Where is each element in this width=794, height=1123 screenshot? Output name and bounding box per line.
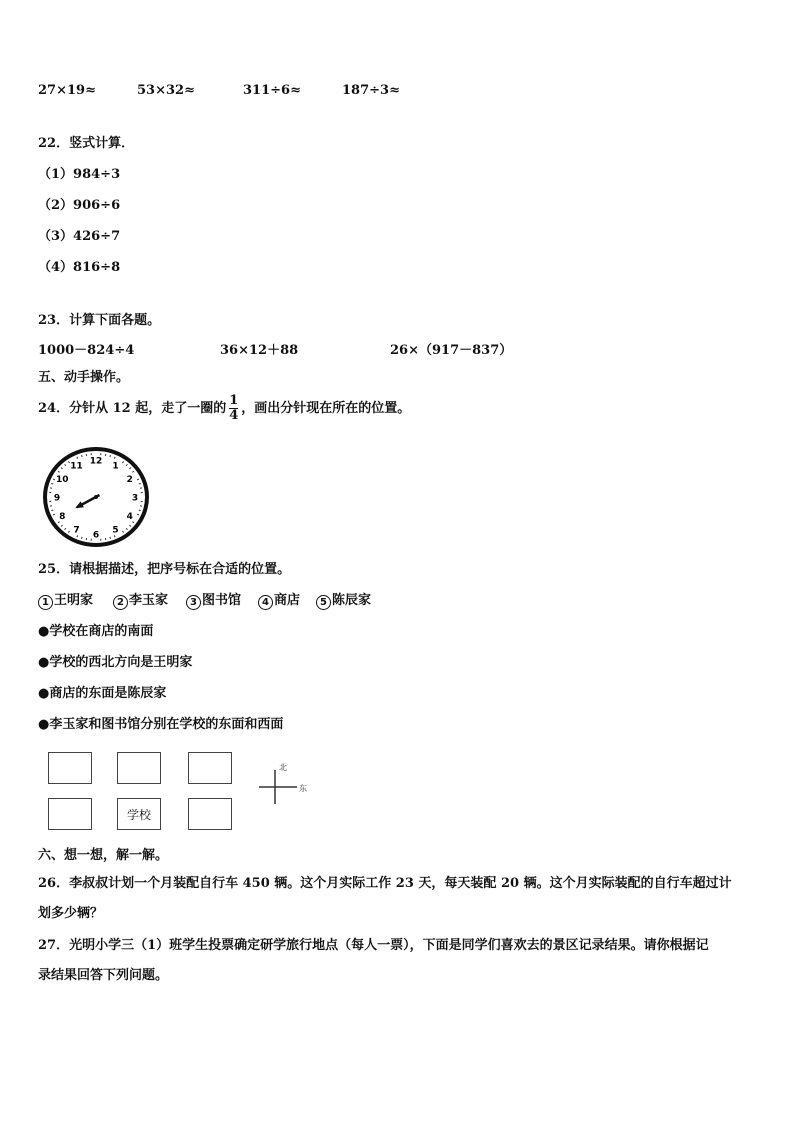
clock-face: [40, 445, 152, 549]
compass-east-label: 东: [299, 784, 307, 793]
option-4-badge: 4: [258, 595, 273, 610]
q23-item-2: 36×12＋88: [220, 343, 299, 358]
q25-clue-3: ●商店的东面是陈辰家: [38, 686, 167, 701]
option-5-label: 陈辰家: [332, 593, 372, 608]
clock-number-7: 7: [73, 525, 80, 536]
estimate-2: 53×32≈: [137, 83, 195, 98]
estimate-1: 27×19≈: [38, 83, 96, 98]
school-box: [117, 798, 161, 830]
option-shop: [258, 593, 300, 610]
q25-clue-2: ●学校的西北方向是王明家: [38, 655, 193, 670]
fraction-numerator: 1: [229, 393, 239, 408]
compass-icon: [255, 760, 315, 806]
option-5-badge: 5: [316, 595, 331, 610]
q27-line-1: 27．光明小学三（1）班学生投票确定研学旅行地点（每人一票），下面是同学们喜欢去的景区记录结果。请你根据记: [38, 938, 709, 953]
clock-number-6: 6: [92, 530, 100, 541]
clock-number-3: 3: [131, 493, 139, 504]
clock-tick: [110, 455, 111, 457]
q26-line-2: 划多少辆？: [38, 906, 104, 921]
clock-tick: [139, 510, 141, 511]
option-chenchen-home: [316, 593, 371, 610]
blank-box-bottom-left[interactable]: [48, 798, 92, 830]
q27-line-2: 录结果回答下列问题。: [38, 968, 169, 983]
clock-number-8: 8: [59, 512, 66, 522]
section-5-heading: 五、动手操作。: [38, 370, 130, 385]
clock-tick: [81, 537, 82, 539]
option-2-badge: 2: [113, 595, 128, 610]
option-2-label: 李玉家: [129, 593, 169, 608]
blank-box-top-left[interactable]: [48, 752, 92, 784]
fraction: [229, 394, 238, 423]
q22-item-1: （1）984÷3: [38, 167, 121, 182]
q24-suffix: ，画出分针现在所在的位置。: [241, 401, 411, 416]
q25-clue-1: ●学校在商店的南面: [38, 624, 154, 639]
clock-tick: [51, 510, 53, 511]
clock-number-12: 12: [89, 456, 103, 467]
q25-title: 25．请根据描述，把序号标在合适的位置。: [38, 562, 291, 577]
option-3-label: 图书馆: [202, 593, 242, 608]
school-label: 学校: [126, 807, 151, 822]
clock-tick: [51, 483, 53, 484]
option-library: [186, 593, 241, 610]
clock-tick: [110, 537, 111, 539]
compass-north-label: 北: [279, 763, 287, 772]
option-4-label: 商店: [274, 593, 301, 608]
q22-item-4: （4）816÷8: [38, 260, 121, 275]
clock-number-10: 10: [55, 475, 69, 485]
blank-box-top-middle[interactable]: [117, 752, 161, 784]
q24-prefix: 24．分针从 12 起，走了一圈的: [38, 401, 227, 416]
option-1-badge: 1: [38, 595, 53, 610]
clock-number-4: 4: [126, 512, 133, 522]
estimate-3: 311÷6≈: [243, 83, 301, 98]
option-liyu-home: [113, 593, 168, 610]
q23-title: 23．计算下面各题。: [38, 313, 161, 328]
q22-item-3: （3）426÷7: [38, 229, 121, 244]
option-3-badge: 3: [186, 595, 201, 610]
q22-item-2: （2）906÷6: [38, 198, 121, 213]
clock-number-2: 2: [126, 475, 133, 485]
q23-item-3: 26×（917－837）: [390, 343, 513, 358]
q23-item-1: 1000－824÷4: [38, 343, 135, 358]
fraction-denominator: 4: [229, 408, 239, 423]
q22-title: 22．竖式计算．: [38, 136, 135, 151]
clock-number-5: 5: [112, 525, 119, 536]
option-1-label: 王明家: [54, 593, 94, 608]
clock-number-11: 11: [70, 461, 83, 472]
clock-number-9: 9: [53, 493, 61, 504]
estimate-4: 187÷3≈: [342, 83, 400, 98]
clock-tick: [81, 455, 82, 457]
clock-center: [94, 495, 98, 499]
section-6-heading: 六、想一想，解一解。: [38, 848, 169, 863]
q25-clue-4: ●李玉家和图书馆分别在学校的东面和西面: [38, 717, 284, 732]
q24-question: [38, 394, 410, 424]
q26-line-1: 26．李叔叔计划一个月装配自行车 450 辆。这个月实际工作 23 天，每天装配 20 辆。这个月实际装配的自行车超过计: [38, 876, 732, 891]
blank-box-bottom-right[interactable]: [188, 798, 232, 830]
option-wangming-home: [38, 593, 93, 610]
clock-tick: [139, 483, 141, 484]
clock-number-1: 1: [112, 461, 119, 472]
blank-box-top-right[interactable]: [188, 752, 232, 784]
